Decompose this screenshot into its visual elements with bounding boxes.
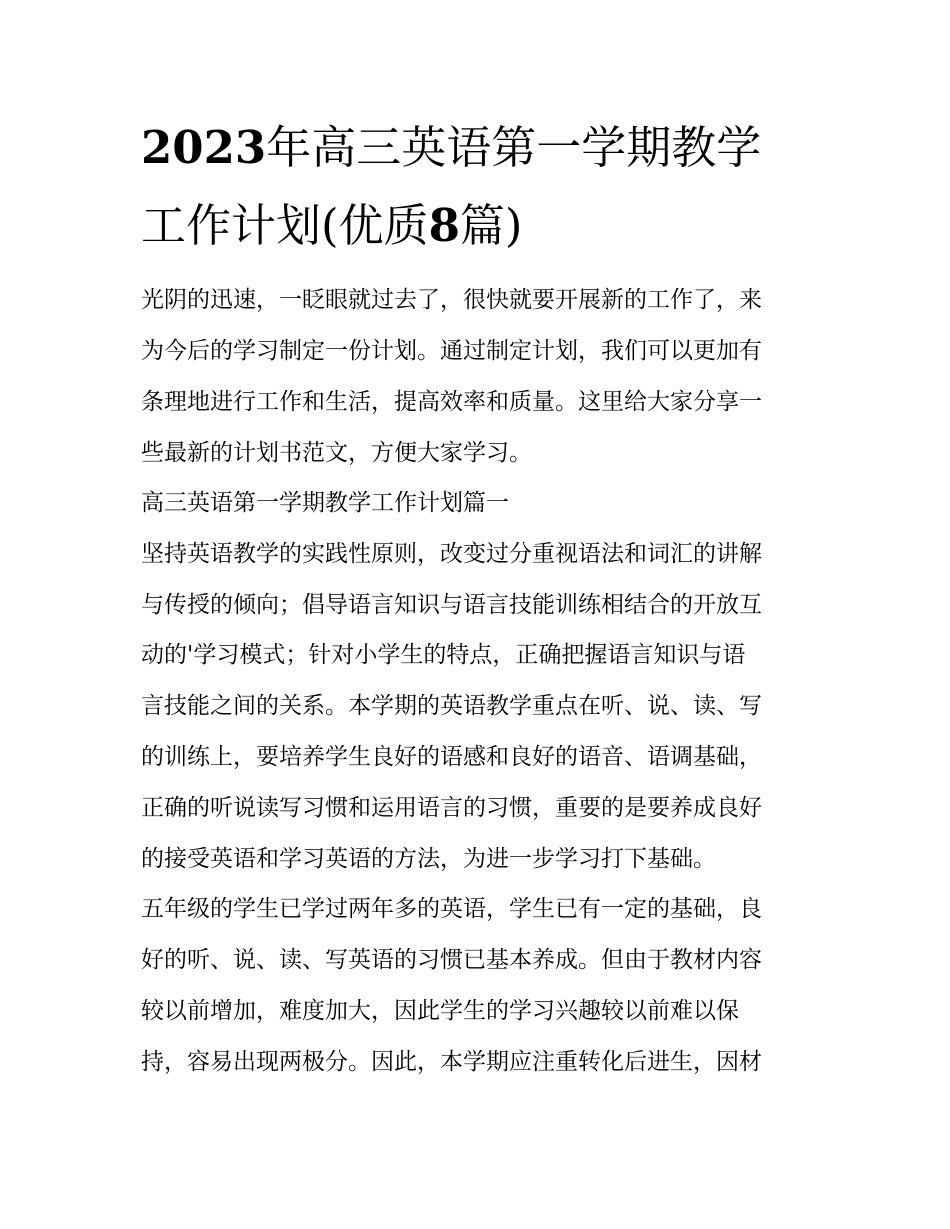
section-heading: 高三英语第一学期教学工作计划篇一 xyxy=(141,490,509,516)
body-line-intro-4: 些最新的计划书范文，方便大家学习。 xyxy=(141,440,532,466)
body-line-p1-5: 的训练上，要培养学生良好的语感和良好的语音、语调基础， xyxy=(141,744,762,770)
body-line-p1-2: 与传授的倾向；倡导语言知识与语言技能训练相结合的开放互 xyxy=(141,592,762,618)
body-line-p1-6: 正确的听说读写习惯和运用语言的习惯，重要的是要养成良好 xyxy=(141,795,762,821)
title-text-2: 工作计划(优质 xyxy=(141,199,429,252)
body-line-intro-2: 为今后的学习制定一份计划。通过制定计划，我们可以更加有 xyxy=(141,338,762,364)
body-line-p1-4: 言技能之间的关系。本学期的英语教学重点在听、说、读、写 xyxy=(141,693,762,719)
body-line-intro-3: 条理地进行工作和生活，提高效率和质量。这里给大家分享一 xyxy=(141,389,762,415)
body-line-p1-3: 动的'学习模式；针对小学生的特点，正确把握语言知识与语 xyxy=(141,642,746,668)
body-line-p2-3: 较以前增加，难度加大，因此学生的学习兴趣较以前难以保 xyxy=(141,998,739,1024)
body-line-p1-1: 坚持英语教学的实践性原则，改变过分重视语法和词汇的讲解 xyxy=(141,541,762,567)
body-line-p2-4: 持，容易出现两极分。因此，本学期应注重转化后进生，因材 xyxy=(141,1049,762,1075)
title-year: 2023 xyxy=(141,121,267,174)
document-title-line-2 xyxy=(141,199,523,252)
title-text-1: 年高三英语第一学期教学 xyxy=(266,121,762,174)
title-text-3: 篇) xyxy=(459,199,523,252)
title-count: 8 xyxy=(428,199,460,252)
body-line-p2-1: 五年级的学生已学过两年多的英语，学生已有一定的基础，良 xyxy=(141,896,762,922)
body-line-p1-7: 的接受英语和学习英语的方法，为进一步学习打下基础。 xyxy=(141,846,716,872)
body-line-intro-1: 光阴的迅速，一眨眼就过去了，很快就要开展新的工作了，来 xyxy=(141,287,762,313)
document-title-line-1 xyxy=(141,121,762,174)
body-line-p2-2: 好的听、说、读、写英语的习惯已基本养成。但由于教材内容 xyxy=(141,947,762,973)
